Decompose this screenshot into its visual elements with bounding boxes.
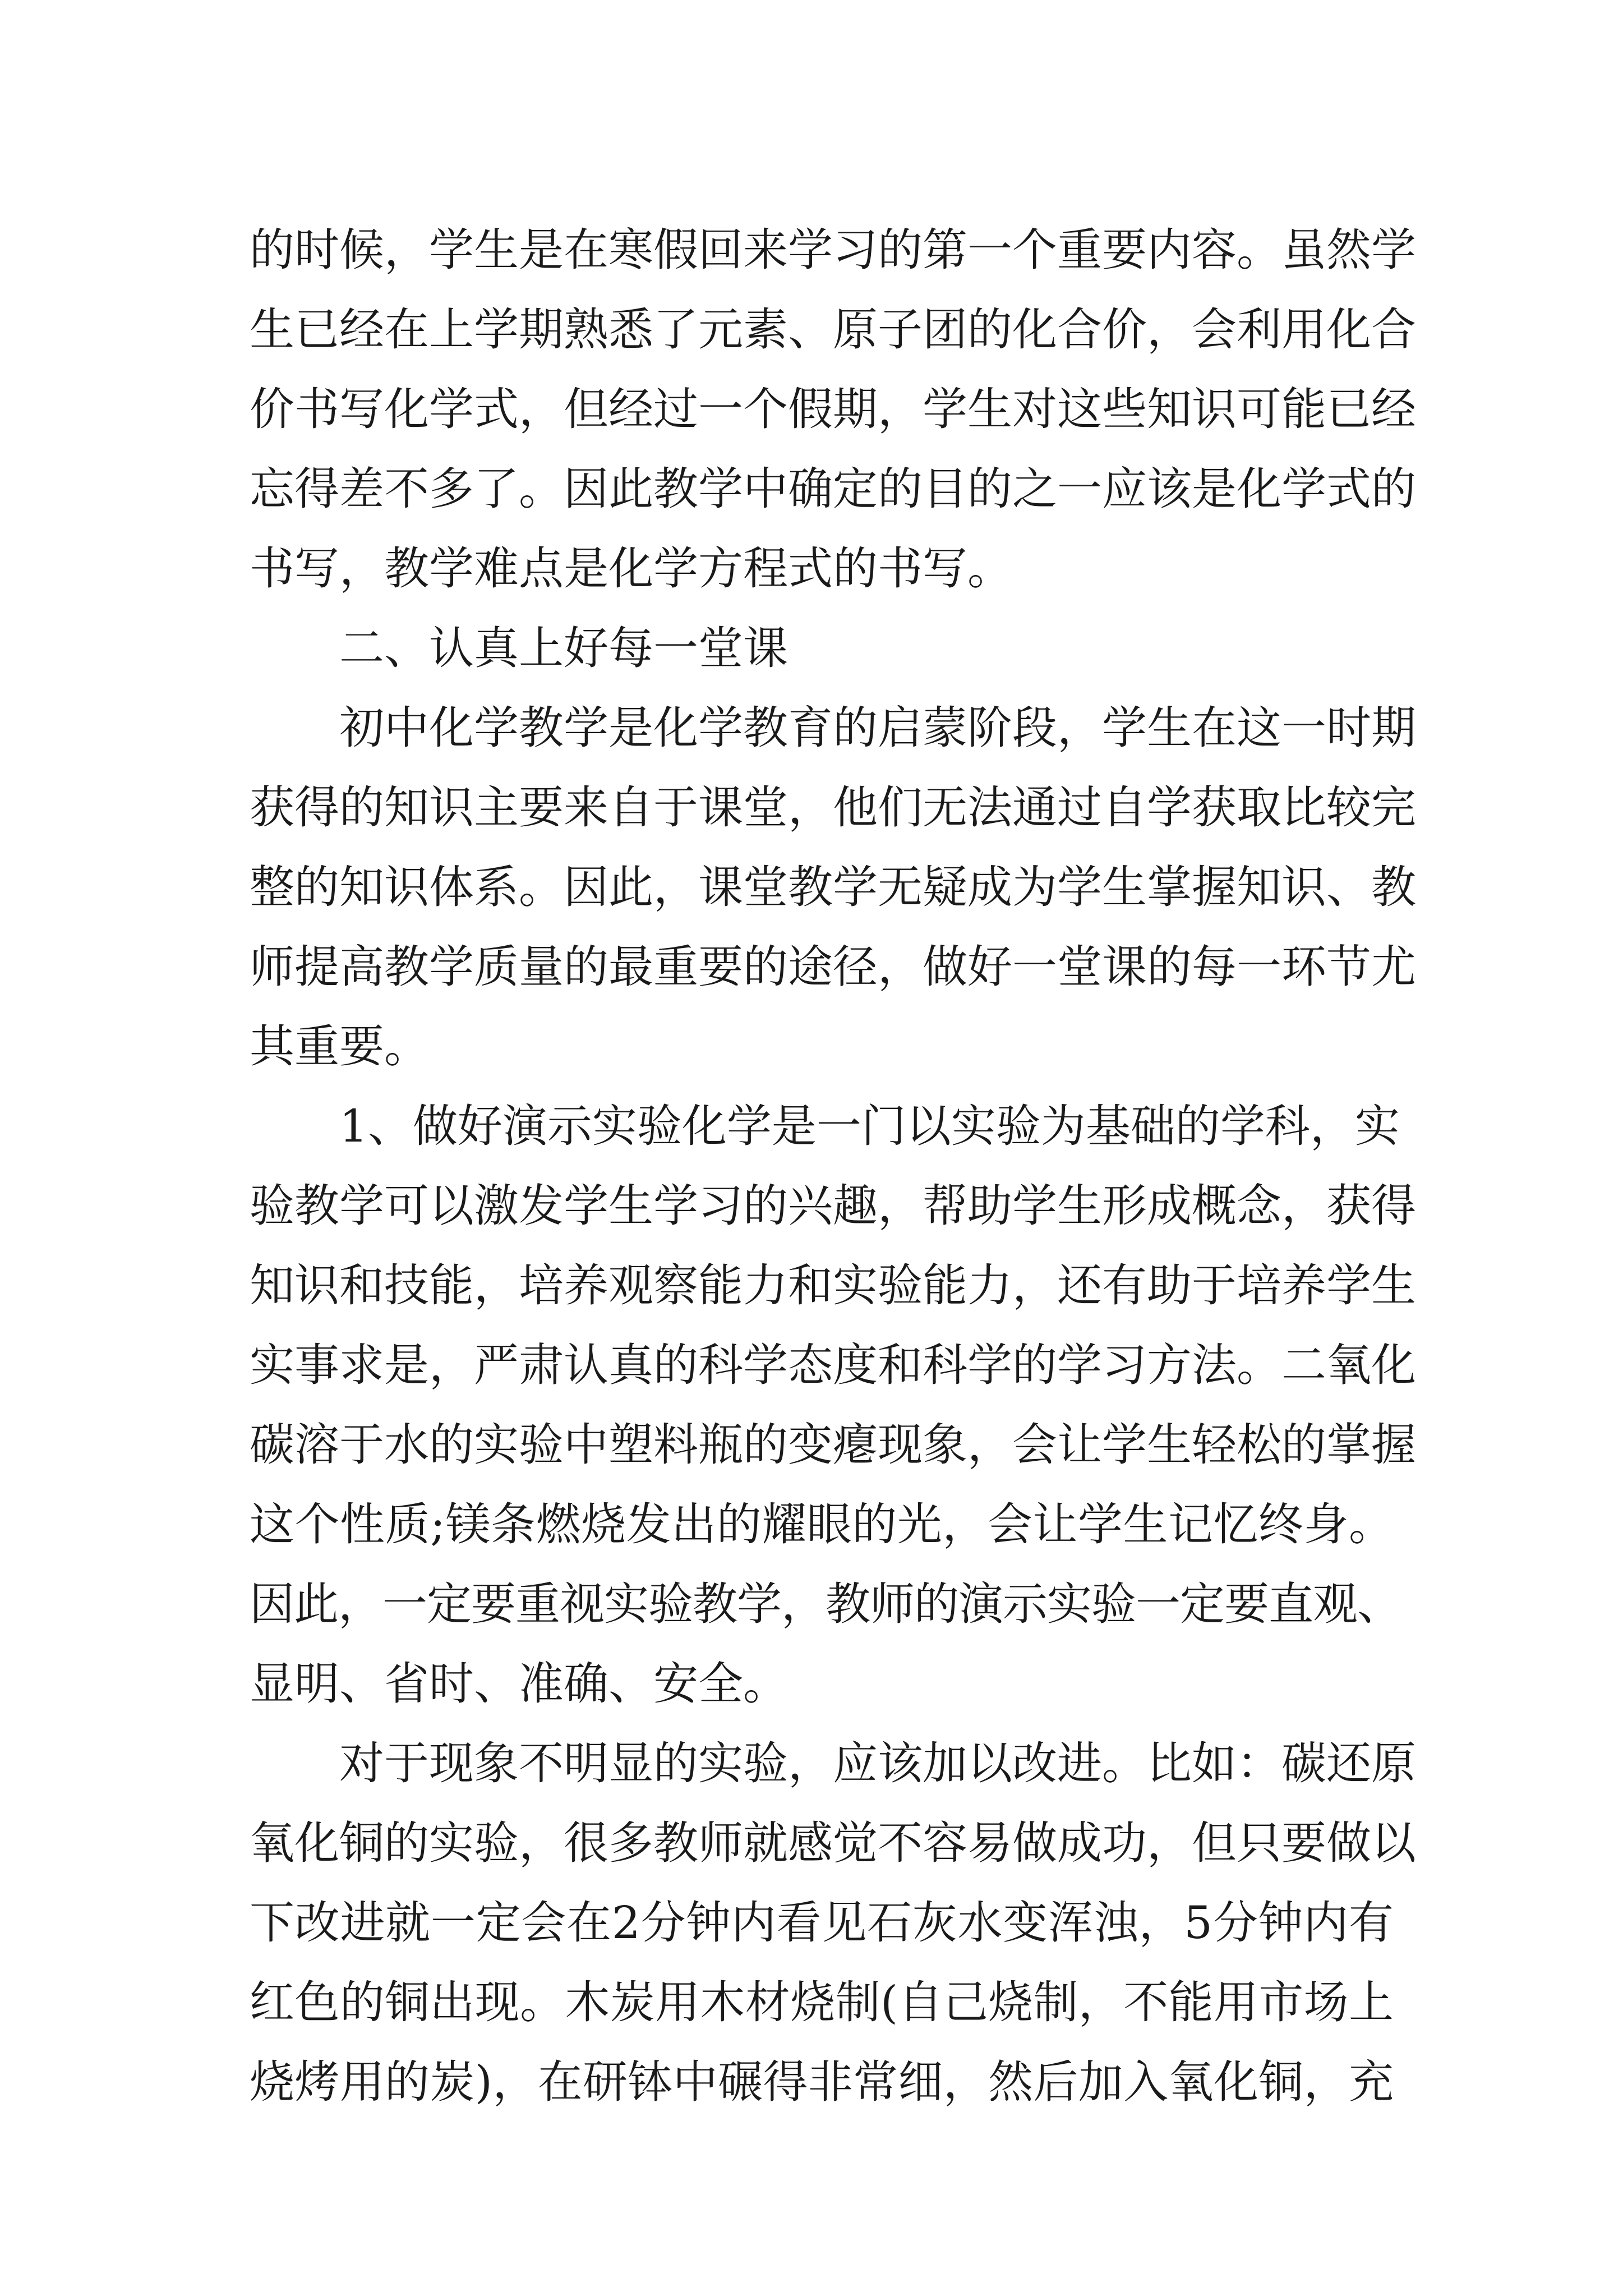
text-line: 师提高教学质量的最重要的途径，做好一堂课的每一环节尤: [250, 941, 1416, 993]
text-line: 烧烤用的炭)，在研钵中碾得非常细，然后加入氧化铜，充: [250, 2056, 1394, 2108]
text-line: 这个性质;镁条燃烧发出的耀眼的光，会让学生记忆终身。: [250, 1498, 1394, 1550]
text-line: 初中化学教学是化学教育的启蒙阶段，学生在这一时期: [339, 702, 1416, 754]
section-heading: 二、认真上好每一堂课: [339, 622, 788, 674]
text-line: 红色的铜出现。木炭用木材烧制(自己烧制，不能用市场上: [250, 1976, 1394, 2028]
text-line: 下改进就一定会在2分钟内看见石灰水变浑浊，5分钟内有: [250, 1897, 1394, 1949]
text-line: 验教学可以激发学生学习的兴趣，帮助学生形成概念，获得: [250, 1180, 1416, 1232]
text-line: 碳溶于水的实验中塑料瓶的变瘪现象，会让学生轻松的掌握: [250, 1419, 1416, 1471]
text-line: 实事求是，严肃认真的科学态度和科学的学习方法。二氧化: [250, 1339, 1416, 1391]
text-line: 因此，一定要重视实验教学，教师的演示实验一定要直观、: [250, 1578, 1401, 1630]
text-line: 的时候，学生是在寒假回来学习的第一个重要内容。虽然学: [250, 224, 1416, 276]
text-line: 对于现象不明显的实验，应该加以改进。比如：碳还原: [339, 1737, 1416, 1789]
text-line: 知识和技能，培养观察能力和实验能力，还有助于培养学生: [250, 1259, 1416, 1312]
subsection-line: 1、做好演示实验化学是一门以实验为基础的学科，实: [339, 1100, 1400, 1152]
text-line: 氧化铜的实验，很多教师就感觉不容易做成功，但只要做以: [250, 1817, 1416, 1869]
text-line: 价书写化学式，但经过一个假期，学生对这些知识可能已经: [250, 383, 1416, 435]
text-line: 显明、省时、准确、安全。: [250, 1658, 788, 1710]
text-line: 生已经在上学期熟悉了元素、原子团的化合价，会利用化合: [250, 303, 1416, 356]
text-line: 其重要。: [250, 1020, 429, 1073]
text-line: 书写，教学难点是化学方程式的书写。: [250, 542, 1012, 595]
body-text: [250, 210, 1416, 2122]
text-line: 获得的知识主要来自于课堂，他们无法通过自学获取比较完: [250, 781, 1416, 834]
text-line: 忘得差不多了。因此教学中确定的目的之一应该是化学式的: [250, 463, 1416, 515]
text-line: 整的知识体系。因此，课堂教学无疑成为学生掌握知识、教: [250, 861, 1416, 913]
